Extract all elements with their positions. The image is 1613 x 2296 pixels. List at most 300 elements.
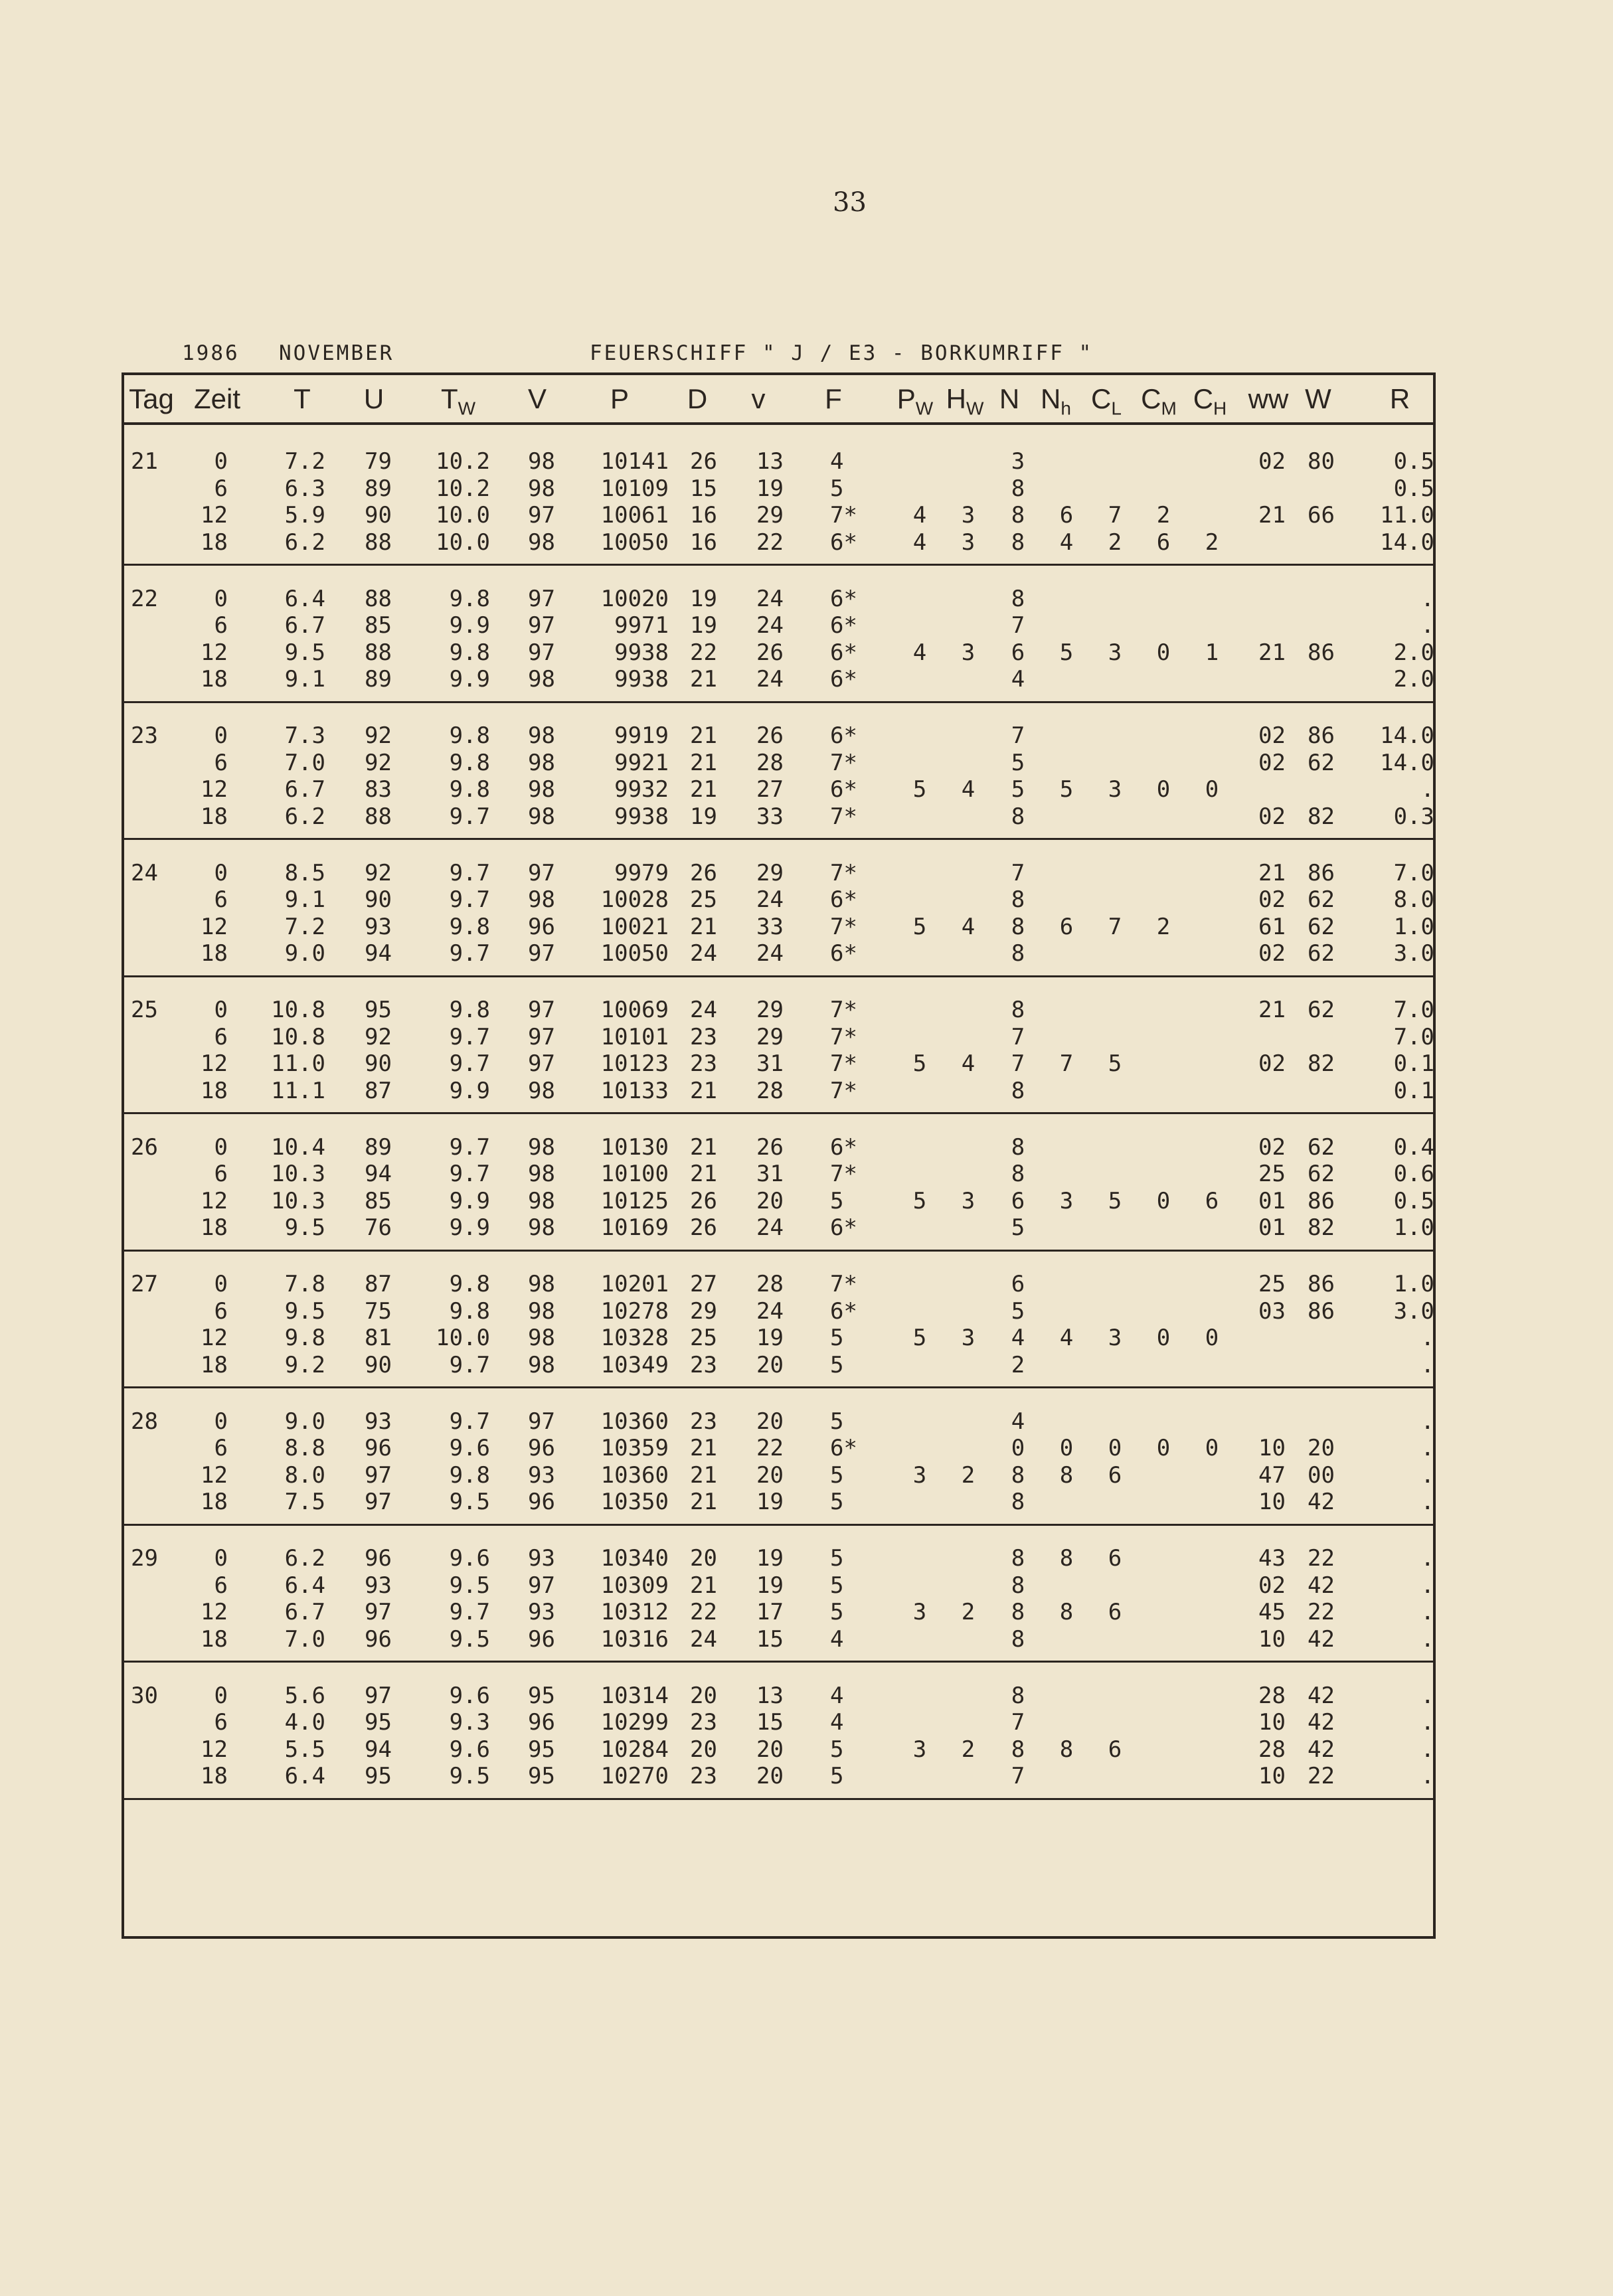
cell-u: 89 xyxy=(365,475,392,502)
cell-w: 80 xyxy=(1308,448,1335,475)
cell-zeit: 12 xyxy=(201,1325,228,1351)
cell-t: 6.4 xyxy=(284,1763,325,1789)
cell-zeit: 0 xyxy=(214,722,228,749)
cell-w: 62 xyxy=(1308,940,1335,967)
cell-pw: 5 xyxy=(912,776,927,803)
day-tag: 28 xyxy=(131,1408,158,1435)
cell-v: 20 xyxy=(756,1736,784,1763)
cell-u: 88 xyxy=(365,585,392,612)
cell-nh: 5 xyxy=(1059,639,1074,666)
cell-t: 6.3 xyxy=(284,475,325,502)
cell-zeit: 18 xyxy=(201,1763,228,1789)
cell-p: 10349 xyxy=(600,1351,669,1378)
cell-cl: 6 xyxy=(1108,1545,1122,1572)
cell-tw: 9.8 xyxy=(449,913,490,940)
cell-cl: 3 xyxy=(1108,639,1122,666)
cell-tw: 9.8 xyxy=(449,1271,490,1297)
cell-v: 95 xyxy=(528,1682,555,1709)
cell-cm: 0 xyxy=(1156,1325,1171,1351)
cell-u: 97 xyxy=(365,1599,392,1625)
cell-f: 6* xyxy=(830,1297,857,1325)
cell-u: 87 xyxy=(365,1077,392,1104)
cell-n: 4 xyxy=(1011,1408,1025,1435)
cell-tw: 9.7 xyxy=(449,859,490,886)
cell-d: 22 xyxy=(690,1599,717,1625)
cell-f: 5 xyxy=(830,1408,844,1435)
cell-w: 82 xyxy=(1308,803,1335,830)
cell-r: . xyxy=(1420,585,1434,612)
cell-n: 2 xyxy=(1011,1351,1025,1378)
cell-t: 6.2 xyxy=(284,529,325,556)
cell-zeit: 12 xyxy=(201,1461,228,1489)
cell-ch: 6 xyxy=(1205,1187,1219,1214)
cell-v: 98 xyxy=(528,803,555,830)
cell-r: . xyxy=(1420,1709,1434,1736)
cell-v: 24 xyxy=(756,1214,784,1241)
column-header-v: V xyxy=(527,383,547,414)
cell-v: 98 xyxy=(528,1351,555,1378)
cell-nh: 8 xyxy=(1059,1736,1074,1763)
cell-ww: 25 xyxy=(1258,1271,1286,1297)
cell-p: 10028 xyxy=(600,886,669,913)
cell-v: 24 xyxy=(756,585,784,612)
cell-v: 20 xyxy=(756,1351,784,1378)
cell-tw: 9.6 xyxy=(449,1682,490,1709)
day-tag: 21 xyxy=(131,448,158,475)
cell-u: 75 xyxy=(365,1297,392,1325)
cell-r: 0.5 xyxy=(1393,448,1434,475)
cell-w: 42 xyxy=(1308,1489,1335,1515)
cell-r: . xyxy=(1420,1599,1434,1625)
cell-n: 8 xyxy=(1011,803,1025,830)
cell-nh: 6 xyxy=(1059,502,1074,529)
day-tag: 23 xyxy=(131,722,158,749)
cell-v: 29 xyxy=(756,859,784,886)
cell-v: 17 xyxy=(756,1599,784,1625)
cell-hw: 3 xyxy=(961,1325,976,1351)
cell-d: 20 xyxy=(690,1736,717,1763)
cell-n: 8 xyxy=(1011,997,1025,1023)
cell-p: 10069 xyxy=(600,997,669,1023)
cell-t: 7.0 xyxy=(284,1625,325,1653)
cell-f: 5 xyxy=(830,1736,844,1763)
cell-w: 82 xyxy=(1308,1214,1335,1241)
cell-r: 2.0 xyxy=(1393,639,1434,666)
cell-f: 7* xyxy=(830,1161,857,1187)
cell-pw: 3 xyxy=(912,1461,927,1489)
group-separator xyxy=(122,1661,1436,1663)
cell-v: 15 xyxy=(756,1625,784,1653)
cell-zeit: 0 xyxy=(214,448,228,475)
cell-nh: 5 xyxy=(1059,776,1074,803)
cell-f: 6* xyxy=(830,666,857,693)
cell-n: 6 xyxy=(1011,1187,1025,1214)
cell-p: 10312 xyxy=(600,1599,669,1625)
cell-w: 42 xyxy=(1308,1572,1335,1599)
cell-v: 24 xyxy=(756,1297,784,1325)
cell-d: 16 xyxy=(690,502,717,529)
cell-v: 97 xyxy=(528,940,555,967)
cell-n: 8 xyxy=(1011,1682,1025,1709)
cell-d: 15 xyxy=(690,475,717,502)
cell-p: 10101 xyxy=(600,1023,669,1050)
cell-t: 10.4 xyxy=(271,1133,325,1161)
cell-tw: 9.8 xyxy=(449,1297,490,1325)
cell-t: 6.4 xyxy=(284,585,325,612)
cell-v: 97 xyxy=(528,639,555,666)
cell-f: 7* xyxy=(830,997,857,1023)
cell-v: 26 xyxy=(756,639,784,666)
cell-cl: 5 xyxy=(1108,1050,1122,1077)
cell-ww: 45 xyxy=(1258,1599,1286,1625)
cell-t: 9.1 xyxy=(284,886,325,913)
cell-v: 13 xyxy=(756,448,784,475)
cell-w: 42 xyxy=(1308,1625,1335,1653)
group-separator xyxy=(122,1524,1436,1526)
cell-zeit: 12 xyxy=(201,502,228,529)
cell-p: 10133 xyxy=(600,1077,669,1104)
cell-tw: 9.7 xyxy=(449,1161,490,1187)
cell-hw: 2 xyxy=(961,1736,976,1763)
cell-w: 86 xyxy=(1308,1187,1335,1214)
cell-f: 6* xyxy=(830,612,857,639)
cell-u: 90 xyxy=(365,502,392,529)
cell-tw: 9.7 xyxy=(449,886,490,913)
cell-u: 90 xyxy=(365,886,392,913)
cell-n: 3 xyxy=(1011,448,1025,475)
cell-t: 7.2 xyxy=(284,913,325,940)
cell-v: 98 xyxy=(528,475,555,502)
cell-zeit: 0 xyxy=(214,1545,228,1572)
cell-f: 7* xyxy=(830,502,857,529)
cell-d: 21 xyxy=(690,1572,717,1599)
cell-n: 8 xyxy=(1011,1161,1025,1187)
cell-r: 14.0 xyxy=(1380,749,1434,776)
cell-zeit: 12 xyxy=(201,913,228,940)
cell-d: 23 xyxy=(690,1023,717,1050)
cell-f: 5 xyxy=(830,1545,844,1572)
cell-n: 8 xyxy=(1011,1572,1025,1599)
cell-n: 8 xyxy=(1011,585,1025,612)
cell-v: 20 xyxy=(756,1763,784,1789)
cell-d: 24 xyxy=(690,997,717,1023)
cell-w: 22 xyxy=(1308,1763,1335,1789)
cell-u: 94 xyxy=(365,940,392,967)
cell-cl: 5 xyxy=(1108,1187,1122,1214)
cell-n: 8 xyxy=(1011,1625,1025,1653)
cell-r: 3.0 xyxy=(1393,940,1434,967)
cell-d: 23 xyxy=(690,1050,717,1077)
cell-u: 88 xyxy=(365,639,392,666)
cell-tw: 9.5 xyxy=(449,1625,490,1653)
cell-u: 93 xyxy=(365,1572,392,1599)
cell-w: 42 xyxy=(1308,1736,1335,1763)
cell-u: 89 xyxy=(365,666,392,693)
cell-d: 29 xyxy=(690,1297,717,1325)
day-tag: 24 xyxy=(131,859,158,886)
cell-f: 6* xyxy=(830,940,857,967)
cell-t: 9.5 xyxy=(284,639,325,666)
cell-ww: 28 xyxy=(1258,1682,1286,1709)
cell-ww: 02 xyxy=(1258,448,1286,475)
cell-r: 0.1 xyxy=(1393,1077,1434,1104)
cell-t: 5.5 xyxy=(284,1736,325,1763)
cell-d: 24 xyxy=(690,1625,717,1653)
cell-f: 6* xyxy=(830,1435,857,1461)
cell-f: 4 xyxy=(830,1625,844,1653)
cell-hw: 4 xyxy=(961,913,976,940)
cell-d: 24 xyxy=(690,940,717,967)
cell-tw: 9.6 xyxy=(449,1435,490,1461)
cell-u: 87 xyxy=(365,1271,392,1297)
cell-nh: 4 xyxy=(1059,529,1074,556)
cell-zeit: 6 xyxy=(214,1709,228,1736)
cell-v: 98 xyxy=(528,1077,555,1104)
cell-zeit: 12 xyxy=(201,1187,228,1214)
cell-r: 7.0 xyxy=(1393,859,1434,886)
column-header-cm: $C_M$ xyxy=(1141,383,1177,419)
cell-n: 8 xyxy=(1011,529,1025,556)
cell-nh: 3 xyxy=(1059,1187,1074,1214)
cell-tw: 9.9 xyxy=(449,1077,490,1104)
cell-ch: 0 xyxy=(1205,1435,1219,1461)
cell-tw: 9.8 xyxy=(449,776,490,803)
cell-nh: 8 xyxy=(1059,1599,1074,1625)
cell-r: 14.0 xyxy=(1380,529,1434,556)
cell-d: 27 xyxy=(690,1271,717,1297)
cell-p: 10021 xyxy=(600,913,669,940)
cell-ch: 2 xyxy=(1205,529,1219,556)
cell-p: 9938 xyxy=(614,803,669,830)
cell-tw: 9.9 xyxy=(449,666,490,693)
cell-p: 9919 xyxy=(614,722,669,749)
cell-tw: 9.6 xyxy=(449,1736,490,1763)
cell-zeit: 18 xyxy=(201,803,228,830)
cell-u: 89 xyxy=(365,1133,392,1161)
cell-n: 8 xyxy=(1011,1461,1025,1489)
cell-ww: 10 xyxy=(1258,1435,1286,1461)
cell-d: 21 xyxy=(690,1489,717,1515)
cell-tw: 10.0 xyxy=(436,529,490,556)
cell-n: 7 xyxy=(1011,612,1025,639)
cell-n: 5 xyxy=(1011,776,1025,803)
cell-v: 31 xyxy=(756,1161,784,1187)
cell-v: 24 xyxy=(756,940,784,967)
cell-d: 26 xyxy=(690,1214,717,1241)
cell-p: 9932 xyxy=(614,776,669,803)
cell-v: 19 xyxy=(756,1489,784,1515)
cell-w: 62 xyxy=(1308,749,1335,776)
cell-cm: 0 xyxy=(1156,639,1171,666)
cell-f: 7* xyxy=(830,913,857,940)
cell-zeit: 6 xyxy=(214,1023,228,1050)
cell-ww: 10 xyxy=(1258,1625,1286,1653)
column-header-v: v xyxy=(751,383,766,414)
group-separator xyxy=(122,1386,1436,1388)
cell-v: 20 xyxy=(756,1187,784,1214)
cell-r: 2.0 xyxy=(1393,666,1434,693)
cell-cl: 7 xyxy=(1108,502,1122,529)
cell-cm: 2 xyxy=(1156,913,1171,940)
cell-t: 9.5 xyxy=(284,1214,325,1241)
cell-cl: 0 xyxy=(1108,1435,1122,1461)
cell-d: 22 xyxy=(690,639,717,666)
cell-v: 97 xyxy=(528,585,555,612)
cell-p: 10061 xyxy=(600,502,669,529)
cell-r: 14.0 xyxy=(1380,722,1434,749)
cell-ww: 21 xyxy=(1258,502,1286,529)
cell-v: 29 xyxy=(756,1023,784,1050)
cell-zeit: 18 xyxy=(201,1625,228,1653)
cell-ww: 02 xyxy=(1258,722,1286,749)
cell-u: 96 xyxy=(365,1545,392,1572)
cell-f: 5 xyxy=(830,1572,844,1599)
cell-d: 16 xyxy=(690,529,717,556)
cell-v: 96 xyxy=(528,1489,555,1515)
cell-v: 96 xyxy=(528,1709,555,1736)
cell-tw: 10.0 xyxy=(436,1325,490,1351)
cell-tw: 9.8 xyxy=(449,1461,490,1489)
cell-zeit: 18 xyxy=(201,529,228,556)
cell-zeit: 18 xyxy=(201,1351,228,1378)
cell-p: 10050 xyxy=(600,529,669,556)
cell-v: 95 xyxy=(528,1763,555,1789)
cell-f: 7* xyxy=(830,1077,857,1104)
cell-n: 7 xyxy=(1011,1763,1025,1789)
cell-cm: 0 xyxy=(1156,776,1171,803)
cell-hw: 3 xyxy=(961,529,976,556)
cell-r: 0.6 xyxy=(1393,1161,1434,1187)
cell-zeit: 18 xyxy=(201,1214,228,1241)
cell-f: 6* xyxy=(830,886,857,913)
column-header-ch: $C_H$ xyxy=(1193,383,1227,419)
cell-v: 97 xyxy=(528,997,555,1023)
cell-d: 21 xyxy=(690,1435,717,1461)
cell-u: 83 xyxy=(365,776,392,803)
cell-n: 8 xyxy=(1011,1736,1025,1763)
cell-n: 8 xyxy=(1011,1077,1025,1104)
cell-pw: 3 xyxy=(912,1599,927,1625)
cell-n: 8 xyxy=(1011,502,1025,529)
cell-w: 62 xyxy=(1308,886,1335,913)
cell-hw: 4 xyxy=(961,1050,976,1077)
cell-v: 29 xyxy=(756,502,784,529)
cell-n: 8 xyxy=(1011,1133,1025,1161)
cell-d: 23 xyxy=(690,1408,717,1435)
cell-ww: 21 xyxy=(1258,859,1286,886)
cell-u: 96 xyxy=(365,1625,392,1653)
cell-pw: 5 xyxy=(912,913,927,940)
cell-w: 62 xyxy=(1308,1161,1335,1187)
cell-f: 4 xyxy=(830,1709,844,1736)
cell-u: 97 xyxy=(365,1489,392,1515)
cell-r: . xyxy=(1420,612,1434,639)
cell-tw: 9.7 xyxy=(449,940,490,967)
cell-v: 98 xyxy=(528,1133,555,1161)
cell-t: 10.3 xyxy=(271,1161,325,1187)
cell-v: 96 xyxy=(528,1625,555,1653)
cell-ww: 02 xyxy=(1258,749,1286,776)
cell-u: 88 xyxy=(365,529,392,556)
cell-tw: 9.3 xyxy=(449,1709,490,1736)
cell-pw: 5 xyxy=(912,1187,927,1214)
cell-zeit: 6 xyxy=(214,749,228,776)
cell-r: 8.0 xyxy=(1393,886,1434,913)
cell-u: 95 xyxy=(365,997,392,1023)
cell-zeit: 12 xyxy=(201,1050,228,1077)
cell-r: . xyxy=(1420,1545,1434,1572)
cell-tw: 9.8 xyxy=(449,722,490,749)
cell-w: 62 xyxy=(1308,1133,1335,1161)
cell-u: 96 xyxy=(365,1435,392,1461)
cell-r: 11.0 xyxy=(1380,502,1434,529)
column-header-tag: Tag xyxy=(129,383,174,414)
cell-u: 92 xyxy=(365,722,392,749)
cell-v: 97 xyxy=(528,1572,555,1599)
cell-t: 7.5 xyxy=(284,1489,325,1515)
cell-w: 20 xyxy=(1308,1435,1335,1461)
cell-n: 4 xyxy=(1011,666,1025,693)
cell-r: 0.5 xyxy=(1393,1187,1434,1214)
cell-zeit: 0 xyxy=(214,1408,228,1435)
cell-p: 9938 xyxy=(614,666,669,693)
cell-f: 7* xyxy=(830,1050,857,1077)
cell-n: 7 xyxy=(1011,722,1025,749)
cell-d: 26 xyxy=(690,448,717,475)
cell-ww: 01 xyxy=(1258,1187,1286,1214)
cell-t: 7.3 xyxy=(284,722,325,749)
cell-ch: 1 xyxy=(1205,639,1219,666)
cell-cm: 6 xyxy=(1156,529,1171,556)
cell-zeit: 6 xyxy=(214,612,228,639)
cell-u: 90 xyxy=(365,1050,392,1077)
cell-w: 66 xyxy=(1308,502,1335,529)
cell-cm: 0 xyxy=(1156,1435,1171,1461)
cell-d: 21 xyxy=(690,1077,717,1104)
cell-v: 33 xyxy=(756,803,784,830)
cell-v: 98 xyxy=(528,776,555,803)
cell-tw: 9.7 xyxy=(449,1599,490,1625)
cell-t: 6.2 xyxy=(284,1545,325,1572)
cell-ww: 02 xyxy=(1258,1133,1286,1161)
cell-p: 10278 xyxy=(600,1297,669,1325)
cell-u: 85 xyxy=(365,1187,392,1214)
cell-r: 1.0 xyxy=(1393,913,1434,940)
cell-t: 11.0 xyxy=(271,1050,325,1077)
page-number: 33 xyxy=(833,187,867,218)
cell-t: 5.9 xyxy=(284,502,325,529)
cell-tw: 9.9 xyxy=(449,1214,490,1241)
cell-zeit: 0 xyxy=(214,997,228,1023)
cell-n: 8 xyxy=(1011,1599,1025,1625)
cell-n: 8 xyxy=(1011,940,1025,967)
cell-v: 19 xyxy=(756,1572,784,1599)
cell-t: 10.8 xyxy=(271,997,325,1023)
cell-d: 21 xyxy=(690,913,717,940)
cell-v: 22 xyxy=(756,529,784,556)
cell-t: 7.2 xyxy=(284,448,325,475)
cell-tw: 9.5 xyxy=(449,1489,490,1515)
cell-zeit: 0 xyxy=(214,585,228,612)
cell-tw: 10.2 xyxy=(436,475,490,502)
cell-f: 7* xyxy=(830,1271,857,1297)
cell-t: 5.6 xyxy=(284,1682,325,1709)
cell-d: 19 xyxy=(690,803,717,830)
column-header-p: P xyxy=(610,383,630,414)
cell-t: 11.1 xyxy=(271,1077,325,1104)
cell-n: 5 xyxy=(1011,1297,1025,1325)
cell-d: 21 xyxy=(690,1161,717,1187)
